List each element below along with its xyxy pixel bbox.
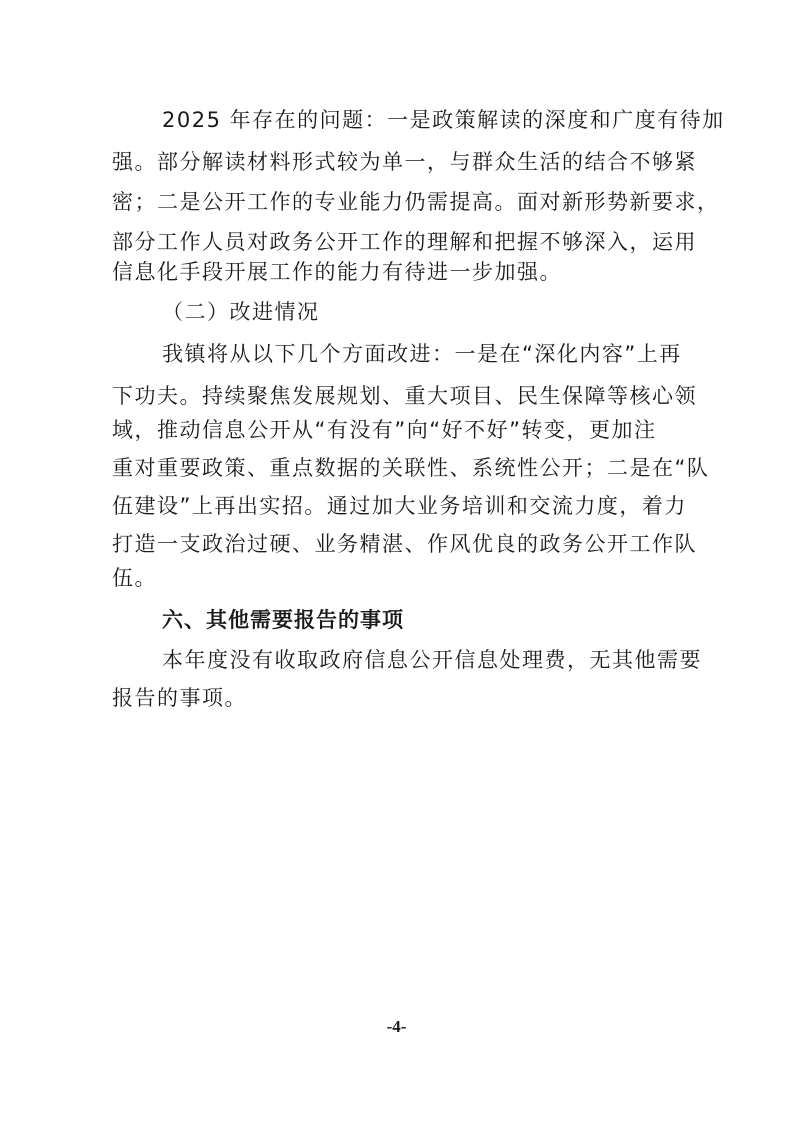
other-matters-line-1: 本年度没有收取政府信息公开信息处理费，无其他需要 <box>162 648 702 672</box>
improvement-paragraph-line-3: 域，推动信息公开从“有没有”向“好不好”转变，更加注 <box>112 418 657 442</box>
problem-paragraph-line-2: 强。部分解读材料形式较为单一，与群众生活的结合不够紧 <box>112 150 697 174</box>
page-number: -4- <box>386 1017 407 1036</box>
other-matters-line-2: 报告的事项。 <box>112 686 247 710</box>
improvement-paragraph-line-2: 下功夫。持续聚焦发展规划、重大项目、民生保障等核心领 <box>112 384 697 408</box>
improvement-paragraph-line-7: 伍。 <box>112 566 157 590</box>
problem-paragraph-line-1: 2025 年存在的问题：一是政策解读的深度和广度有待加 <box>162 108 725 132</box>
improvement-paragraph-line-6: 打造一支政治过硬、业务精湛、作风优良的政务公开工作队 <box>112 532 697 556</box>
problem-paragraph-line-4: 部分工作人员对政务公开工作的理解和把握不够深入，运用 <box>112 230 697 254</box>
improvement-paragraph-line-4: 重对重要政策、重点数据的关联性、系统性公开；二是在“队 <box>112 456 710 480</box>
section-heading-other-matters: 六、其他需要报告的事项 <box>162 608 404 632</box>
improvement-paragraph-line-5: 伍建设”上再出实招。通过加大业务培训和交流力度，着力 <box>112 494 687 518</box>
subsection-heading-improvement: （二）改进情况 <box>162 300 320 324</box>
problem-paragraph-line-5: 信息化手段开展工作的能力有待进一步加强。 <box>112 260 562 284</box>
problem-paragraph-line-3: 密；二是公开工作的专业能力仍需提高。面对新形势新要求， <box>112 190 720 214</box>
improvement-paragraph-line-1: 我镇将从以下几个方面改进：一是在“深化内容”上再 <box>162 342 682 366</box>
